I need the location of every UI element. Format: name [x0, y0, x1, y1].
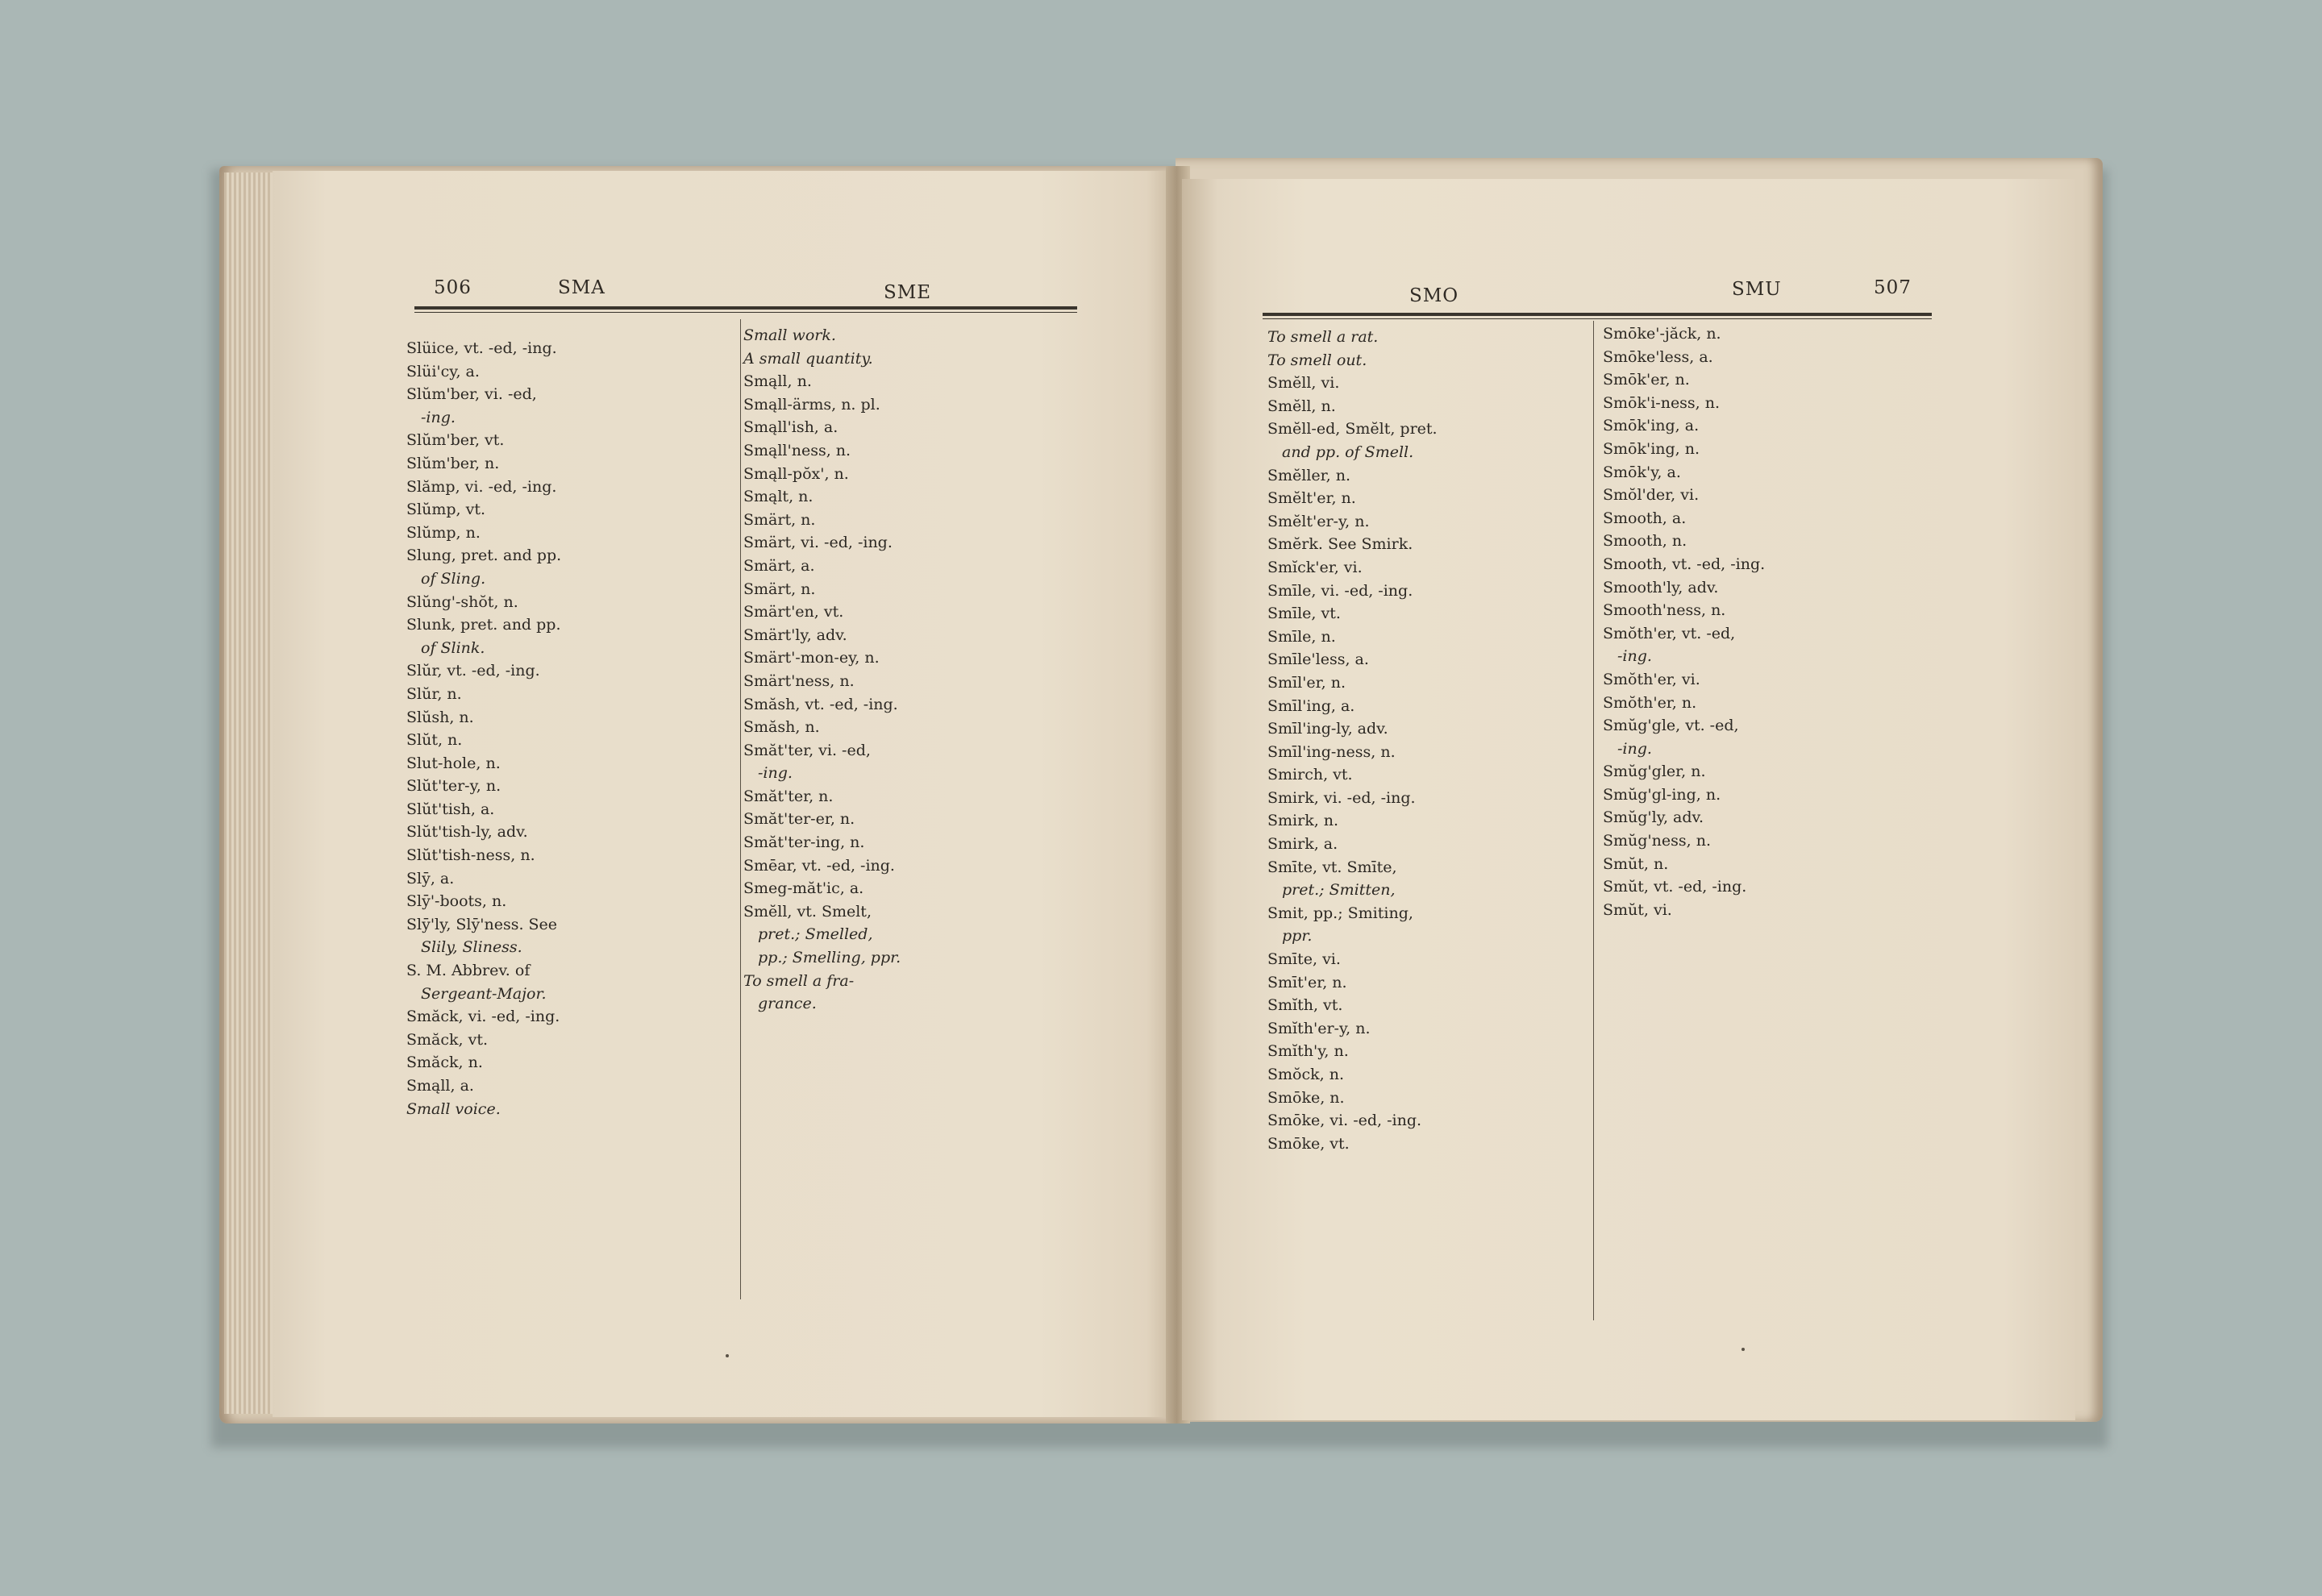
entry-headword: pp.; Smelling, ppr.	[758, 949, 901, 967]
entry-headword: Slŭt'tish-ly, adv.	[406, 823, 528, 842]
entry-headword: Smăsh, vt. -ed, -ing.	[743, 695, 898, 713]
entry-headword: Smeg-măt'ic, a.	[743, 879, 864, 898]
dictionary-entry	[406, 591, 729, 614]
dictionary-entry	[1603, 714, 1932, 738]
entry-headword: Slŭr, vt. -ed, -ing.	[406, 662, 540, 680]
right-column-1	[1267, 326, 1588, 1155]
entry-headword: Smooth'ness, n.	[1603, 601, 1726, 620]
dictionary-entry	[406, 567, 729, 591]
dictionary-entry	[743, 670, 1069, 693]
dictionary-entry	[1267, 833, 1588, 856]
entry-headword: Smąll-pŏx', n.	[743, 464, 849, 483]
entry-headword: Smīl'er, n.	[1267, 673, 1346, 692]
dictionary-entry	[406, 637, 729, 660]
dictionary-entry	[1267, 741, 1588, 764]
dictionary-entry	[1603, 875, 1932, 899]
entry-headword: Smĭth, vt.	[1267, 996, 1343, 1015]
entry-headword: Smăt'ter-er, n.	[743, 810, 855, 829]
entry-headword: Smirk, a.	[1267, 835, 1338, 854]
dictionary-entry	[743, 716, 1069, 739]
entry-headword: Slŭm'ber, vt.	[406, 431, 505, 450]
dictionary-entry	[1603, 414, 1932, 438]
entry-headword: Sergeant-Major.	[421, 984, 547, 1003]
right-guide-word-1: SMO	[1409, 285, 1459, 306]
entry-headword: grance.	[758, 995, 817, 1013]
left-guide-word-2: SME	[884, 282, 932, 303]
entry-headword: Smīte, vt. Smīte,	[1267, 858, 1397, 876]
entry-headword: of Slink.	[421, 638, 485, 657]
entry-headword: Smärt'ness, n.	[743, 671, 855, 690]
right-guide-word-2: SMU	[1732, 279, 1782, 300]
dictionary-entry	[1603, 760, 1932, 783]
entry-headword: Slămp, vi. -ed, -ing.	[406, 477, 557, 496]
entry-headword: pret.; Smelled,	[758, 925, 873, 944]
dictionary-entry	[1267, 441, 1588, 464]
dictionary-entry	[743, 762, 1069, 785]
entry-headword: Smīle, vt.	[1267, 605, 1341, 623]
entry-headword: To smell a rat.	[1267, 328, 1379, 346]
dictionary-entry	[743, 509, 1069, 532]
entry-headword: Smŭg'ness, n.	[1603, 832, 1711, 850]
page-speck	[726, 1354, 729, 1357]
dictionary-entry	[1603, 806, 1932, 829]
right-column-divider	[1593, 321, 1594, 1320]
entry-headword: Smăck, vt.	[406, 1030, 489, 1049]
dictionary-entry	[1267, 580, 1588, 603]
dictionary-entry	[406, 498, 729, 522]
entry-headword: Smăck, n.	[406, 1054, 483, 1072]
dictionary-entry	[1267, 418, 1588, 441]
dictionary-entry	[743, 831, 1069, 854]
entry-headword: S. M. Abbrev. of	[406, 962, 531, 980]
dictionary-entry	[1603, 829, 1932, 853]
entry-headword: Slŭt'ter-y, n.	[406, 777, 501, 796]
entry-headword: Slŭmp, vt.	[406, 501, 485, 519]
dictionary-entry	[743, 578, 1069, 601]
dictionary-entry	[743, 854, 1069, 878]
entry-headword: Smŏth'er, vi.	[1603, 670, 1700, 688]
entry-headword: Smōk'er, n.	[1603, 371, 1690, 389]
dictionary-entry	[406, 406, 729, 430]
entry-headword: Slȳ'-boots, n.	[406, 892, 507, 911]
dictionary-entry	[1603, 853, 1932, 876]
dictionary-entry	[743, 646, 1069, 670]
dictionary-entry	[1267, 372, 1588, 395]
dictionary-entry	[406, 452, 729, 476]
dictionary-entry	[406, 798, 729, 821]
left-column-divider	[740, 319, 741, 1299]
entry-headword: Slŭr, n.	[406, 684, 462, 703]
dictionary-entry	[406, 890, 729, 913]
entry-headword: Slung, pret. and pp.	[406, 547, 562, 565]
page-edges	[224, 172, 273, 1414]
dictionary-entry	[406, 959, 729, 983]
dictionary-entry	[1603, 622, 1932, 646]
entry-headword: Smōke'less, a.	[1603, 347, 1713, 366]
dictionary-entry	[743, 739, 1069, 763]
entry-headword: Smŏl'der, vi.	[1603, 486, 1700, 505]
dictionary-entry	[1267, 556, 1588, 580]
dictionary-entry	[743, 439, 1069, 463]
entry-headword: Smŭt, n.	[1603, 854, 1669, 873]
dictionary-entry	[406, 913, 729, 937]
dictionary-entry	[1267, 763, 1588, 787]
entry-headword: Smīt'er, n.	[1267, 973, 1347, 991]
entry-headword: Slŭt'tish-ness, n.	[406, 846, 535, 865]
entry-headword: Smĕlt'er-y, n.	[1267, 512, 1370, 530]
entry-headword: Smīle, n.	[1267, 627, 1336, 646]
entry-headword: Smĭth'er-y, n.	[1267, 1019, 1371, 1037]
entry-headword: Smĕll, vt. Smelt,	[743, 902, 872, 921]
dictionary-entry	[743, 416, 1069, 439]
entry-headword: Smăt'ter, n.	[743, 787, 834, 805]
dictionary-entry	[406, 1098, 729, 1121]
entry-headword: -ing.	[421, 408, 456, 426]
entry-headword: Smōke, vi. -ed, -ing.	[1267, 1112, 1422, 1130]
entry-headword: Small work.	[743, 326, 836, 344]
entry-headword: Smōk'ing, a.	[1603, 417, 1700, 435]
entry-headword: Smīle'less, a.	[1267, 650, 1369, 669]
entry-headword: Smooth'ly, adv.	[1603, 578, 1719, 596]
entry-headword: Smĕll, n.	[1267, 397, 1336, 415]
entry-headword: Smŭg'gle, vt. -ed,	[1603, 717, 1739, 735]
entry-headword: To smell a fra-	[743, 971, 855, 990]
dictionary-entry	[1603, 368, 1932, 392]
entry-headword: Slŭsh, n.	[406, 708, 474, 726]
dictionary-entry	[406, 936, 729, 959]
entry-headword: Smärt'-mon-ey, n.	[743, 649, 880, 667]
entry-headword: Slunk, pret. and pp.	[406, 616, 561, 634]
entry-headword: Smärt, a.	[743, 556, 815, 575]
entry-headword: Smŭg'ly, adv.	[1603, 808, 1704, 827]
dictionary-entry	[406, 659, 729, 683]
entry-headword: Slŭt, n.	[406, 731, 463, 750]
dictionary-entry	[406, 360, 729, 384]
entry-headword: Smirch, vt.	[1267, 766, 1353, 784]
dictionary-entry	[743, 347, 1069, 371]
dictionary-entry	[1603, 599, 1932, 622]
dictionary-entry	[406, 1029, 729, 1052]
entry-headword: of Sling.	[421, 569, 486, 588]
dictionary-entry	[1603, 346, 1932, 369]
left-column-1	[406, 337, 729, 1120]
dictionary-entry	[406, 429, 729, 452]
entry-headword: Smirk, n.	[1267, 812, 1339, 830]
dictionary-entry	[1267, 1087, 1588, 1110]
entry-headword: Smīl'ing-ness, n.	[1267, 742, 1396, 761]
dictionary-entry	[1267, 464, 1588, 488]
entry-headword: Smăt'ter-ing, n.	[743, 833, 865, 852]
entry-headword: Smĕller, n.	[1267, 466, 1351, 484]
dictionary-entry	[1603, 484, 1932, 507]
entry-headword: Smōk'ing, n.	[1603, 439, 1700, 458]
entry-headword: Slŭt'tish, a.	[406, 800, 495, 818]
dictionary-entry	[406, 775, 729, 798]
dictionary-entry	[406, 613, 729, 637]
entry-headword: To smell out.	[1267, 351, 1367, 369]
entry-headword: Slüi'cy, a.	[406, 362, 480, 380]
left-header-rule-thin	[414, 312, 1077, 313]
entry-headword: Smĭth'y, n.	[1267, 1042, 1349, 1061]
dictionary-entry	[743, 555, 1069, 578]
entry-headword: Smēar, vt. -ed, -ing.	[743, 856, 895, 875]
entry-headword: Smärt, vi. -ed, -ing.	[743, 534, 893, 552]
entry-headword: Smōke'-jăck, n.	[1603, 325, 1721, 343]
dictionary-entry	[743, 370, 1069, 393]
dictionary-entry	[1267, 1133, 1588, 1156]
entry-headword: Slily, Sliness.	[421, 938, 522, 957]
dictionary-entry	[406, 383, 729, 406]
entry-headword: Smăck, vi. -ed, -ing.	[406, 1008, 560, 1026]
entry-headword: Smōk'i-ness, n.	[1603, 393, 1721, 412]
right-header-rule-thin	[1263, 318, 1932, 319]
dictionary-entry	[1603, 783, 1932, 807]
entry-headword: Smirk, vi. -ed, -ing.	[1267, 788, 1416, 807]
entry-headword: and pp. of Smell.	[1282, 443, 1414, 461]
entry-headword: Smōk'y, a.	[1603, 463, 1681, 481]
dictionary-entry	[1267, 879, 1588, 902]
entry-headword: Smärt, n.	[743, 580, 816, 598]
entry-headword: Smärt'ly, adv.	[743, 626, 847, 644]
dictionary-entry	[743, 946, 1069, 970]
dictionary-entry	[1267, 1063, 1588, 1087]
entry-headword: Slüice, vt. -ed, -ing.	[406, 339, 557, 357]
left-column-2	[743, 324, 1069, 1016]
entry-headword: Slŭng'-shŏt, n.	[406, 592, 518, 611]
entry-headword: Smĕll-ed, Smĕlt, pret.	[1267, 420, 1438, 438]
entry-headword: Smŭt, vt. -ed, -ing.	[1603, 878, 1747, 896]
entry-headword: Smŭg'gler, n.	[1603, 763, 1706, 781]
dictionary-entry	[406, 522, 729, 545]
dictionary-entry	[1267, 487, 1588, 510]
dictionary-entry	[406, 752, 729, 775]
dictionary-entry	[1267, 994, 1588, 1017]
dictionary-entry	[1267, 717, 1588, 741]
entry-headword: Smärt'en, vt.	[743, 603, 844, 621]
entry-headword: Smooth, n.	[1603, 532, 1687, 551]
dictionary-entry	[1267, 787, 1588, 810]
entry-headword: Smąll'ness, n.	[743, 441, 851, 459]
dictionary-entry	[1267, 349, 1588, 372]
entry-headword: Smąll'ish, a.	[743, 418, 838, 437]
dictionary-entry	[406, 544, 729, 567]
dictionary-entry	[406, 867, 729, 891]
entry-headword: Smăsh, n.	[743, 718, 820, 737]
dictionary-entry	[1603, 645, 1932, 668]
entry-headword: -ing.	[1617, 739, 1652, 758]
dictionary-entry	[1267, 809, 1588, 833]
dictionary-entry	[406, 1074, 729, 1098]
entry-headword: Smąll-ärms, n. pl.	[743, 395, 880, 414]
dictionary-entry	[1267, 902, 1588, 925]
dictionary-entry	[406, 683, 729, 706]
entry-headword: Smĕll, vi.	[1267, 374, 1340, 393]
entry-headword: Smŏth'er, vt. -ed,	[1603, 624, 1736, 642]
entry-headword: Small voice.	[406, 1099, 501, 1118]
entry-headword: Slŭm'ber, vi. -ed,	[406, 385, 537, 404]
dictionary-entry	[743, 324, 1069, 347]
dictionary-entry	[1603, 899, 1932, 922]
dictionary-entry	[1267, 856, 1588, 879]
dictionary-entry	[1603, 322, 1932, 346]
entry-headword: Slȳ'ly, Slȳ'ness. See	[406, 915, 558, 933]
dictionary-entry	[743, 693, 1069, 717]
dictionary-entry	[743, 992, 1069, 1016]
entry-headword: Smăt'ter, vi. -ed,	[743, 741, 871, 759]
dictionary-entry	[1267, 1017, 1588, 1041]
page-speck	[1742, 1348, 1745, 1351]
dictionary-entry	[1267, 671, 1588, 695]
dictionary-entry	[743, 485, 1069, 509]
dictionary-entry	[406, 706, 729, 729]
dictionary-entry	[743, 923, 1069, 946]
dictionary-entry	[1267, 695, 1588, 718]
right-page-number: 507	[1874, 277, 1912, 298]
entry-headword: Smīl'ing, a.	[1267, 696, 1355, 715]
dictionary-entry	[406, 983, 729, 1006]
dictionary-entry	[406, 821, 729, 844]
dictionary-entry	[406, 476, 729, 499]
dictionary-entry	[743, 900, 1069, 924]
dictionary-entry	[743, 877, 1069, 900]
right-header-rule	[1263, 313, 1932, 316]
entry-headword: Smąll, n.	[743, 372, 812, 391]
dictionary-entry	[406, 1051, 729, 1074]
dictionary-entry	[1267, 948, 1588, 971]
entry-headword: Smōke, n.	[1267, 1088, 1345, 1107]
dictionary-entry	[1267, 326, 1588, 349]
dictionary-entry	[1267, 1040, 1588, 1063]
dictionary-entry	[1603, 507, 1932, 530]
dictionary-entry	[1267, 971, 1588, 995]
entry-headword: Smooth, vt. -ed, -ing.	[1603, 555, 1766, 573]
entry-headword: Smōke, vt.	[1267, 1134, 1350, 1153]
dictionary-entry	[406, 337, 729, 360]
entry-headword: Smooth, a.	[1603, 509, 1687, 527]
left-guide-word-1: SMA	[558, 277, 605, 298]
entry-headword: Smīle, vi. -ed, -ing.	[1267, 581, 1413, 600]
dictionary-entry	[743, 601, 1069, 624]
left-page-number: 506	[434, 277, 472, 298]
entry-headword: Slȳ, a.	[406, 869, 455, 887]
entry-headword: Smĕlt'er, n.	[1267, 489, 1356, 508]
dictionary-entry	[406, 729, 729, 752]
dictionary-entry	[743, 808, 1069, 831]
dictionary-entry	[1603, 438, 1932, 461]
dictionary-entry	[1267, 510, 1588, 534]
dictionary-entry	[406, 1005, 729, 1029]
dictionary-entry	[1267, 1109, 1588, 1133]
dictionary-entry	[1267, 648, 1588, 671]
entry-headword: A small quantity.	[743, 349, 873, 368]
entry-headword: Smŏck, n.	[1267, 1066, 1344, 1083]
dictionary-entry	[743, 624, 1069, 647]
entry-headword: -ing.	[758, 764, 793, 783]
dictionary-entry	[1603, 576, 1932, 600]
entry-headword: Slut-hole, n.	[406, 754, 501, 772]
dictionary-entry	[1603, 461, 1932, 484]
entry-headword: -ing.	[1617, 647, 1652, 666]
dictionary-entry	[406, 844, 729, 867]
entry-headword: Smąlt, n.	[743, 488, 814, 506]
dictionary-entry	[1603, 553, 1932, 576]
dictionary-entry	[743, 463, 1069, 486]
entry-headword: Smīte, vi.	[1267, 950, 1341, 969]
dictionary-entry	[743, 970, 1069, 993]
dictionary-entry	[1603, 668, 1932, 692]
entry-headword: Smit, pp.; Smiting,	[1267, 904, 1413, 922]
dictionary-entry	[1267, 925, 1588, 948]
dictionary-entry	[1603, 530, 1932, 553]
entry-headword: Slŭmp, n.	[406, 523, 481, 542]
dictionary-entry	[743, 531, 1069, 555]
dictionary-entry	[743, 393, 1069, 417]
dictionary-entry	[1267, 395, 1588, 418]
entry-headword: Smąll, a.	[406, 1077, 474, 1095]
dictionary-entry	[1267, 602, 1588, 626]
entry-headword: pret.; Smitten,	[1282, 881, 1396, 900]
entry-headword: Smĭck'er, vi.	[1267, 558, 1363, 576]
entry-headword: Smŭg'gl-ing, n.	[1603, 785, 1721, 804]
right-column-2	[1603, 322, 1932, 921]
dictionary-entry	[1267, 626, 1588, 649]
entry-headword: Slŭm'ber, n.	[406, 454, 500, 472]
dictionary-entry	[1603, 392, 1932, 415]
dictionary-entry	[743, 785, 1069, 808]
entry-headword: Smŏth'er, n.	[1603, 693, 1697, 712]
dictionary-entry	[1267, 533, 1588, 556]
dictionary-entry	[1603, 738, 1932, 761]
dictionary-entry	[1603, 692, 1932, 715]
left-header-rule	[414, 306, 1077, 310]
entry-headword: Smĕrk. See Smirk.	[1267, 535, 1413, 554]
entry-headword: Smärt, n.	[743, 510, 816, 529]
entry-headword: ppr.	[1282, 927, 1313, 946]
entry-headword: Smŭt, vi.	[1603, 900, 1672, 919]
entry-headword: Smīl'ing-ly, adv.	[1267, 720, 1388, 738]
